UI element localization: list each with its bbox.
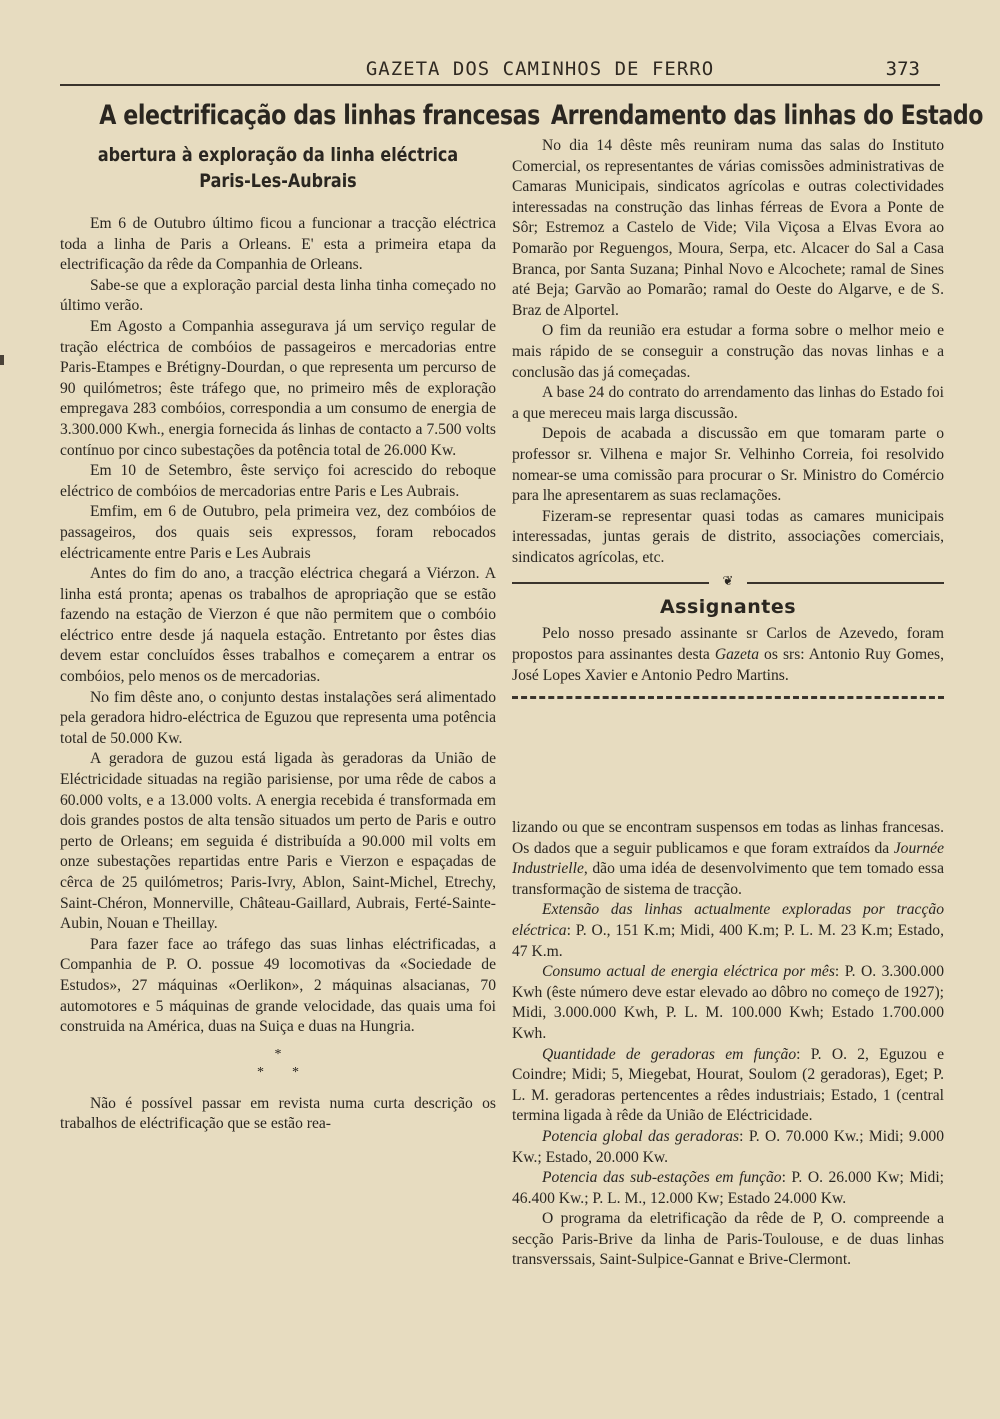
journee-industrielle-italic: Journée Industrielle bbox=[512, 839, 944, 878]
data-item bbox=[512, 1045, 944, 1127]
paragraph: Para fazer face ao tráfego das suas linhas eléctrificadas, a Companhia de P. O. possue 49 locomotivas da «Sociedade de Estudos», 27 máquinas «Oerlikon», 2 máquinas alsacianas, 70 automotores e 5 máquinas de grande velocidade, das quais uma foi construida na América, duas na Suiça e duas na Hungria. bbox=[60, 935, 496, 1036]
star-glyph: * bbox=[292, 1064, 299, 1080]
intro-text-start: lizando ou que se encontram suspensos em todas as linhas francesas. Os dados que a seguir publicamos e que foram extraídos da bbox=[512, 819, 944, 857]
paragraph: No fim dêste ano, o conjunto destas instalações será alimentado pela geradora hidro-eléctrica de Eguzou que representa uma potência total de 50.000 Kw. bbox=[60, 688, 496, 747]
intro-text-end: , dão uma idéa de desenvolvimento que tem tomado essa transformação de sistema de tracção. bbox=[512, 860, 944, 898]
assignantes-text-end: os srs: Antonio Ruy Gomes, José Lopes Xavier e Antonio Pedro Martins. bbox=[512, 646, 944, 684]
star-glyph: * bbox=[257, 1064, 264, 1080]
star-glyph: * bbox=[274, 1046, 282, 1062]
assignantes-paragraph bbox=[512, 624, 944, 686]
data-item-label: Consumo actual de energia eléctrica por mês bbox=[542, 963, 835, 981]
paragraph: Sabe-se que a exploração parcial desta linha tinha começado no último verão. bbox=[60, 276, 496, 315]
data-item bbox=[512, 1168, 944, 1209]
assignantes-title: Assignantes bbox=[659, 596, 797, 619]
paragraph: Em 6 de Outubro último ficou a funcionar a tracção eléctrica toda a linha de Paris a Orleans. E' esta a primeira etapa da electrificação da rêde da Companhia de Orleans. bbox=[60, 215, 496, 274]
article-title-electrification: A electrificação das linhas francesas bbox=[99, 100, 540, 131]
left-column bbox=[60, 96, 540, 1135]
journal-title: GAZETA DOS CAMINHOS DE FERRO bbox=[365, 58, 715, 80]
gazeta-italic: Gazeta bbox=[714, 646, 760, 664]
data-item bbox=[512, 1127, 944, 1168]
paragraph: Fizeram-se representar quasi todas as camares municipais interessadas, juntas gerais de distrito, associações comerciais, sindicatos agrícolas, etc. bbox=[512, 507, 944, 566]
right-column-bottom bbox=[512, 818, 944, 1271]
paragraph: A geradora de guzou está ligada às geradoras da União de Eléctricidade situadas na região parisiense, por uma rêde de cabos a 60.000 volts, e a 13.000 volts. A energia recebida é transformada em dois grandes postos de alta tensão situados um perto de Paris e outro perto de Orleans; em seguida é distribuída a 90.000 mil volts em onze subestações repartidas entre Paris e Vierzon e espaçadas de cêrca de 25 quilómetros; Paris-Ivry, Ablon, Saint-Michel, Etrechy, Saint-Chéron, Monnerville, Château-Gaillard, Aubrais, Ferté-Sainte-Aubin, Nouan e Theillay. bbox=[60, 750, 496, 933]
data-item-text: : P. O., 151 K.m; Midi, 400 K.m; P. L. M. 23 K.m; Estado, 47 K.m. bbox=[512, 921, 944, 960]
closing-paragraph: O programa da eletrificação da rêde de P, O. compreende a secção Paris-Brive da linha de Paris-Toulouse, e de duas linhas transverssais, Saint-Sulpice-Gannat e Brive-Clermont. bbox=[512, 1210, 944, 1269]
dashed-divider bbox=[512, 696, 944, 699]
data-item-label: Quantidade de geradoras em função bbox=[542, 1045, 797, 1063]
page-number: 373 bbox=[885, 58, 920, 80]
paragraph: Depois de acabada a discussão em que tomaram parte o professor sr. Vilhena e major Sr. Velhinho Correia, foi resolvido nomear-se uma comissão para procurar o Sr. Ministro do Comércio para lhe apresentarem as suas reclamações. bbox=[512, 425, 944, 505]
article-subtitle bbox=[60, 142, 496, 194]
ornament-icon: ❦ bbox=[709, 574, 747, 588]
closing-paragraph: Não é possível passar em revista numa curta descrição os trabalhos de eléctrificação que se estão rea- bbox=[60, 1094, 496, 1133]
data-item-text: : P. O. 2, Eguzou e Coindre; Midi; 5, Miegebat, Hourat, Soulom (2 geradoras), Eget; P. L. M. geradoras pertencentes a rêdes industriais; Estado, 1 (central termina ligada à rêde da União de Eléctricidade. bbox=[512, 1045, 944, 1125]
article-title-arrendamento: Arrendamento das linhas do Estado bbox=[550, 100, 984, 131]
paragraph: Antes do fim do ano, a tracção eléctrica chegará a Viérzon. A linha está pronta; apenas os trabalhos de apropriação que se estão fazendo na estação de Vierzon é que não permitem que o combóio eléctrico entre desde já naquela estação. Entretanto por êstes dias devem estar concluídos êsses trabalhos e começarem a entrar os combóios, pelo menos os de mercadorias. bbox=[60, 565, 496, 686]
page-header bbox=[60, 58, 940, 86]
data-item-label: Potencia das sub-estações em função bbox=[542, 1169, 782, 1187]
right-column-top bbox=[512, 96, 984, 699]
paragraph: Emfim, em 6 de Outubro, pela primeira vez, dez combóios de passageiros, dos quais seis expressos, foram rebocados eléctricamente entre Paris e Les Aubrais bbox=[60, 503, 496, 562]
data-item-text: : P. O. 3.300.000 Kwh (êste número deve estar elevado ao dôbro no começo de 1927); Midi, 3.000.000 Kwh, P. L. M. 100.000 Kwh; Estado 1.700.000 Kwh. bbox=[512, 963, 944, 1042]
subtitle-line-2: Paris-Les-Aubrais bbox=[199, 170, 357, 192]
continuation-intro bbox=[512, 818, 944, 900]
assignantes-text-start: Pelo nosso presado assinante sr Carlos de Azevedo, foram propostos para assinantes desta bbox=[512, 625, 944, 664]
page-fold-mark bbox=[0, 355, 4, 365]
ornamental-rule bbox=[512, 574, 944, 590]
data-item-label: Potencia global das geradoras bbox=[542, 1127, 740, 1145]
data-item bbox=[512, 962, 944, 1044]
data-item-text: : P. O. 26.000 Kw; Midi; 46.400 Kw.; P. L. M., 12.000 Kw; Estado 24.000 Kw. bbox=[512, 1169, 944, 1207]
paragraph: O fim da reunião era estudar a forma sobre o melhor meio e mais rápido de se conseguir a construção das novas linhas e a conclusão das já começadas. bbox=[512, 322, 944, 381]
subtitle-line-1: abertura à exploração da linha eléctrica bbox=[97, 144, 459, 166]
paragraph: Em 10 de Setembro, êste serviço foi acrescido do reboque eléctrico de combóios de mercadorias entre Paris e Les Aubrais. bbox=[60, 462, 496, 500]
paragraph: A base 24 do contrato do arrendamento das linhas do Estado foi a que mereceu mais larga discussão. bbox=[512, 384, 944, 422]
data-item-text: : P. O. 70.000 Kw.; Midi; 9.000 Kw.; Estado, 20.000 Kw. bbox=[512, 1127, 945, 1166]
paragraph: Em Agosto a Companhia assegurava já um serviço regular de tração eléctrica de combóios de passageiros e mercadorias entre Paris-Etampes e Brétigny-Dourdan, o que representa um percurso de 90 quilómetros; êste tráfego que, no primeiro mês de exploração empregava 283 combóios, correspondia a um consumo de energia de 3.300.000 Kwh., energia fornecida ás linhas de contacto a 7.500 volts contínuo por cinco subestações da potência total de 26.000 Kw. bbox=[60, 317, 496, 459]
paragraph: No dia 14 dêste mês reuniram numa das salas do Instituto Comercial, os representantes de várias comissões administrativas de Camaras Municipais, sindicatos agrícolas e outras colectividades interessadas na construção das linhas férreas de Evora a Ponte de Sôr; Estremoz a Castelo de Vide; Vila Viçosa a Elvas Evora ao Pomarão por Reguengos, Moura, Serpa, etc. Alcacer do Sal a Casa Branca, por Santa Suzana; Pinhal Novo e Alcochete; ramal de Sines até Beja; Garvão ao Pomarão; ramal do Oeste do Algarve, e de S. Braz de Alportel. bbox=[512, 137, 944, 319]
asterism-separator bbox=[60, 1046, 496, 1082]
data-item bbox=[512, 900, 944, 962]
data-item-label: Extensão das linhas actualmente exploradas por tracção eléctrica bbox=[512, 901, 944, 939]
